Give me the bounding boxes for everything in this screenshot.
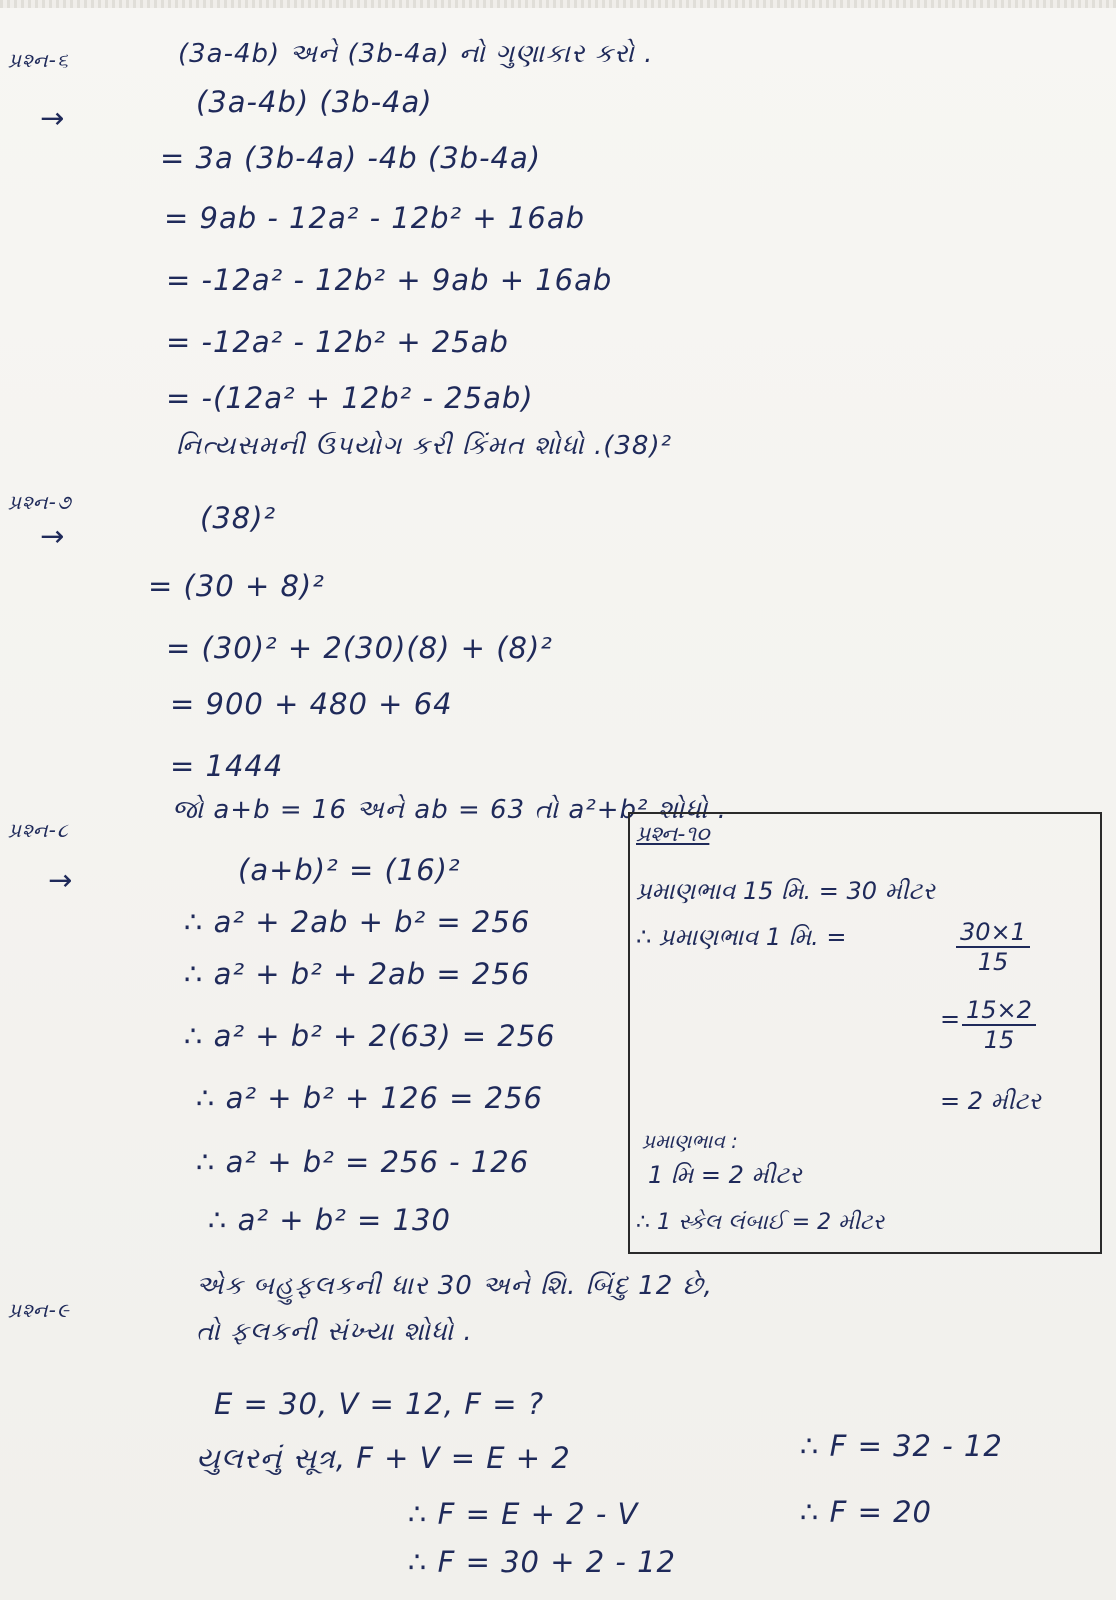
box-line: 1 મિ = 2 મીટર <box>648 1161 802 1189</box>
question-statement: (3a-4b) અને (3b-4a) નો ગુણાકાર કરો . <box>178 39 654 69</box>
solution-step: ∴ F = 20 <box>800 1495 932 1529</box>
fraction <box>956 918 1030 976</box>
solution-step: = (30 + 8)² <box>148 569 325 603</box>
solution-step: ∴ a² + b² + 2(63) = 256 <box>184 1019 556 1053</box>
solution-step: (3a-4b) (3b-4a) <box>196 85 433 119</box>
page-edge <box>0 0 1116 8</box>
arrow-icon: → <box>48 863 74 897</box>
solution-step: = -(12a² + 12b² - 25ab) <box>166 381 534 415</box>
fraction-numerator: 30×1 <box>956 918 1030 948</box>
equals-sign: = <box>940 1005 961 1033</box>
solution-step: ∴ F = 30 + 2 - 12 <box>408 1545 676 1579</box>
question-statement: એક બહુફલકની ધાર 30 અને શિ. બિંદુ 12 છે, <box>196 1271 713 1301</box>
solution-step: ∴ a² + b² + 2ab = 256 <box>184 957 531 991</box>
solution-step: = (30)² + 2(30)(8) + (8)² <box>166 631 553 665</box>
solution-step: ∴ a² + b² + 126 = 256 <box>196 1081 544 1115</box>
solution-step: E = 30, V = 12, F = ? <box>214 1387 545 1421</box>
solution-step: = -12a² - 12b² + 25ab <box>166 325 509 359</box>
solution-step: ∴ a² + b² = 130 <box>208 1203 451 1237</box>
box-line: પ્રમાણભાવ : <box>642 1129 738 1153</box>
fraction-numerator: 15×2 <box>962 996 1036 1026</box>
solution-step: (a+b)² = (16)² <box>238 853 461 887</box>
solution-step: = -12a² - 12b² + 9ab + 16ab <box>166 263 613 297</box>
question-statement: નિત્યસમની ઉપયોગ કરી કિંમત શોધો .(38)² <box>176 431 673 461</box>
solution-step: (38)² <box>200 501 277 535</box>
question-label: પ્રશ્ન-૬ <box>8 48 70 72</box>
solution-step: = 3a (3b-4a) -4b (3b-4a) <box>160 141 542 175</box>
fraction-denominator: 15 <box>983 1026 1015 1054</box>
solution-step: યુલરનું સૂત્ર, F + V = E + 2 <box>196 1441 571 1475</box>
solution-step: ∴ F = 32 - 12 <box>800 1429 1003 1463</box>
solution-step: ∴ F = E + 2 - V <box>408 1497 639 1531</box>
solution-step: = 9ab - 12a² - 12b² + 16ab <box>164 201 585 235</box>
fraction <box>962 996 1036 1054</box>
solution-step: = 900 + 480 + 64 <box>170 687 453 721</box>
question-statement: તો ફલકની સંખ્યા શોધો . <box>196 1317 473 1347</box>
question-statement: જો a+b = 16 અને ab = 63 તો a²+b² શોધો . <box>172 795 727 825</box>
question-label: પ્રશ્ન-૯ <box>8 1298 70 1322</box>
box-line: ∴ પ્રમાણભાવ 1 મિ. = <box>636 923 847 951</box>
solution-step: ∴ a² + 2ab + b² = 256 <box>184 905 531 939</box>
solution-step: ∴ a² + b² = 256 - 126 <box>196 1145 530 1179</box>
arrow-icon: → <box>40 519 66 553</box>
box-line: પ્રમાણભાવ 15 મિ. = 30 મીટર <box>636 877 935 905</box>
box-title: પ્રશ્ન-૧૦ <box>636 822 710 847</box>
solution-step: = 1444 <box>170 749 284 783</box>
box-line: = 2 મીટર <box>940 1087 1041 1115</box>
fraction-denominator: 15 <box>977 948 1009 976</box>
question-label: પ્રશ્ન-૮ <box>8 818 69 842</box>
question-label: પ્રશ્ન-૭ <box>8 490 72 514</box>
box-line: ∴ 1 સ્કેલ લંબાઈ = 2 મીટર <box>636 1210 885 1235</box>
arrow-icon: → <box>40 101 66 135</box>
